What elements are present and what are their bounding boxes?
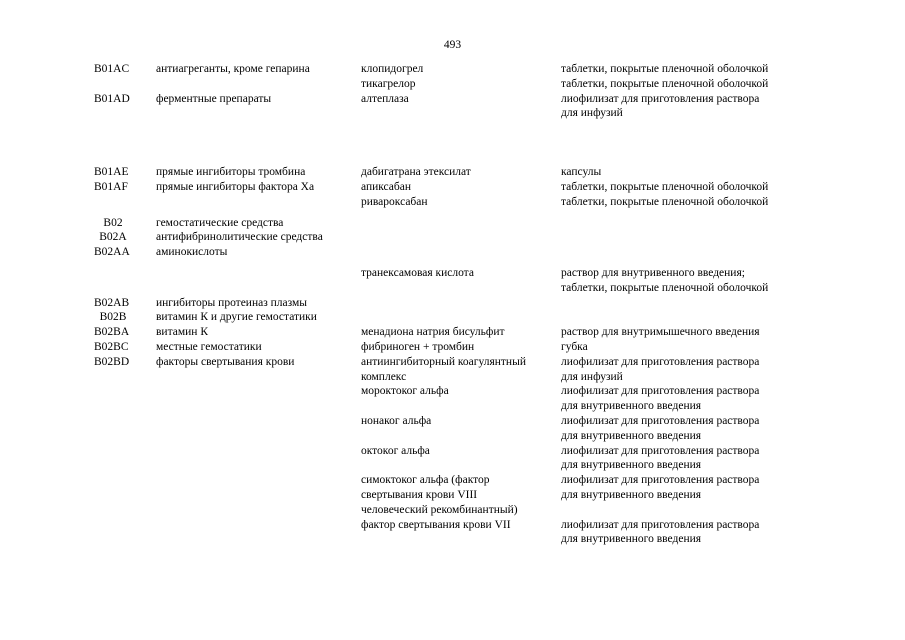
page-number: 493 xyxy=(443,39,462,51)
group-name: витамин К и другие гемостатики xyxy=(156,311,317,324)
dosage-form: губка xyxy=(561,340,588,353)
table-row xyxy=(78,296,838,311)
group-name: ингибиторы протеиназ плазмы xyxy=(156,296,308,309)
drug-name: апиксабан xyxy=(361,180,412,193)
atc-code: B01AD xyxy=(94,92,130,105)
table-row xyxy=(78,230,838,245)
group-name: прямые ингибиторы фактора Ха xyxy=(156,180,315,193)
dosage-form: лиофилизат для приготовления раствора для инфузий xyxy=(561,355,760,383)
dosage-form: лиофилизат для приготовления раствора для внутривенного введения xyxy=(561,385,760,413)
table-row xyxy=(78,444,838,474)
table-row xyxy=(78,384,838,414)
table-row xyxy=(78,325,838,340)
drug-name: нонаког альфа xyxy=(361,414,432,427)
table-row xyxy=(78,310,838,325)
group-name: факторы свертывания крови xyxy=(156,355,295,368)
table-row xyxy=(78,355,838,385)
drug-name: тикагрелор xyxy=(361,77,416,90)
table-row xyxy=(78,245,838,260)
drug-name: транексамовая кислота xyxy=(361,266,474,279)
table-row xyxy=(78,473,838,517)
table-row xyxy=(78,216,838,231)
dosage-form: таблетки, покрытые пленочной оболочкой xyxy=(561,63,769,75)
drug-name: дабигатрана этексилат xyxy=(361,166,471,179)
table-row xyxy=(78,518,838,548)
drug-name: алтеплаза xyxy=(361,92,409,105)
drug-name: мороктоког альфа xyxy=(361,385,449,398)
group-name: прямые ингибиторы тромбина xyxy=(156,166,306,179)
dosage-form: лиофилизат для приготовления раствора для внутривенного введения xyxy=(561,414,760,442)
drug-name: антиингибиторный коагулянтный комплекс xyxy=(361,355,526,383)
dosage-form: раствор для внутривенного введения; таблетки, покрытые пленочной оболочкой xyxy=(561,266,769,294)
table-row xyxy=(78,165,838,180)
atc-code: B02AA xyxy=(94,246,130,259)
drug-name: фактор свертывания крови VII xyxy=(361,518,511,531)
atc-code: B01AC xyxy=(94,63,130,75)
atc-code: B02BA xyxy=(94,326,130,339)
drug-name: менадиона натрия бисульфит xyxy=(361,326,505,339)
atc-code: B01AF xyxy=(94,180,128,193)
atc-code: B02A xyxy=(99,231,127,244)
table-row xyxy=(78,62,838,77)
dosage-form: лиофилизат для приготовления раствора для внутривенного введения xyxy=(561,518,760,546)
table-row xyxy=(78,266,838,296)
group-name: гемостатические средства xyxy=(156,216,284,229)
drug-name: октоког альфа xyxy=(361,444,430,457)
dosage-form: таблетки, покрытые пленочной оболочкой xyxy=(561,195,769,208)
dosage-form: лиофилизат для приготовления раствора для внутривенного введения xyxy=(561,444,760,472)
group-name: антифибринолитические средства xyxy=(156,231,323,244)
table-row xyxy=(78,180,838,195)
table-row xyxy=(78,340,838,355)
dosage-form: таблетки, покрытые пленочной оболочкой xyxy=(561,180,769,193)
group-name: витамин К xyxy=(156,326,208,339)
group-name: ферментные препараты xyxy=(156,92,272,105)
drug-name: ривароксабан xyxy=(361,195,428,208)
drug-name: фибриноген + тромбин xyxy=(361,340,475,353)
atc-code: B01AE xyxy=(94,166,129,179)
drug-name: симоктоког альфа (фактор свертывания крови VIII человеческий рекомбинантный) xyxy=(361,474,518,516)
group-name: местные гемостатики xyxy=(156,340,262,353)
table-row xyxy=(78,195,838,210)
atc-code: B02BD xyxy=(94,355,130,368)
atc-code: B02 xyxy=(103,216,123,229)
table-row xyxy=(78,77,838,92)
drug-name: клопидогрел xyxy=(361,63,424,75)
atc-code: B02AB xyxy=(94,296,130,309)
dosage-form: лиофилизат для приготовления раствора для внутривенного введения xyxy=(561,474,760,501)
drug-table xyxy=(78,62,838,547)
atc-code: B02BC xyxy=(94,340,129,353)
dosage-form: таблетки, покрытые пленочной оболочкой xyxy=(561,77,769,90)
dosage-form: лиофилизат для приготовления раствора для инфузий xyxy=(561,92,760,120)
dosage-form: раствор для внутримышечного введения xyxy=(561,326,760,339)
dosage-form: капсулы xyxy=(561,166,602,179)
table-row xyxy=(78,92,838,122)
group-name: аминокислоты xyxy=(156,246,228,259)
atc-code: B02B xyxy=(99,311,127,324)
table-row xyxy=(78,414,838,444)
group-name: антиагреганты, кроме гепарина xyxy=(156,63,310,75)
